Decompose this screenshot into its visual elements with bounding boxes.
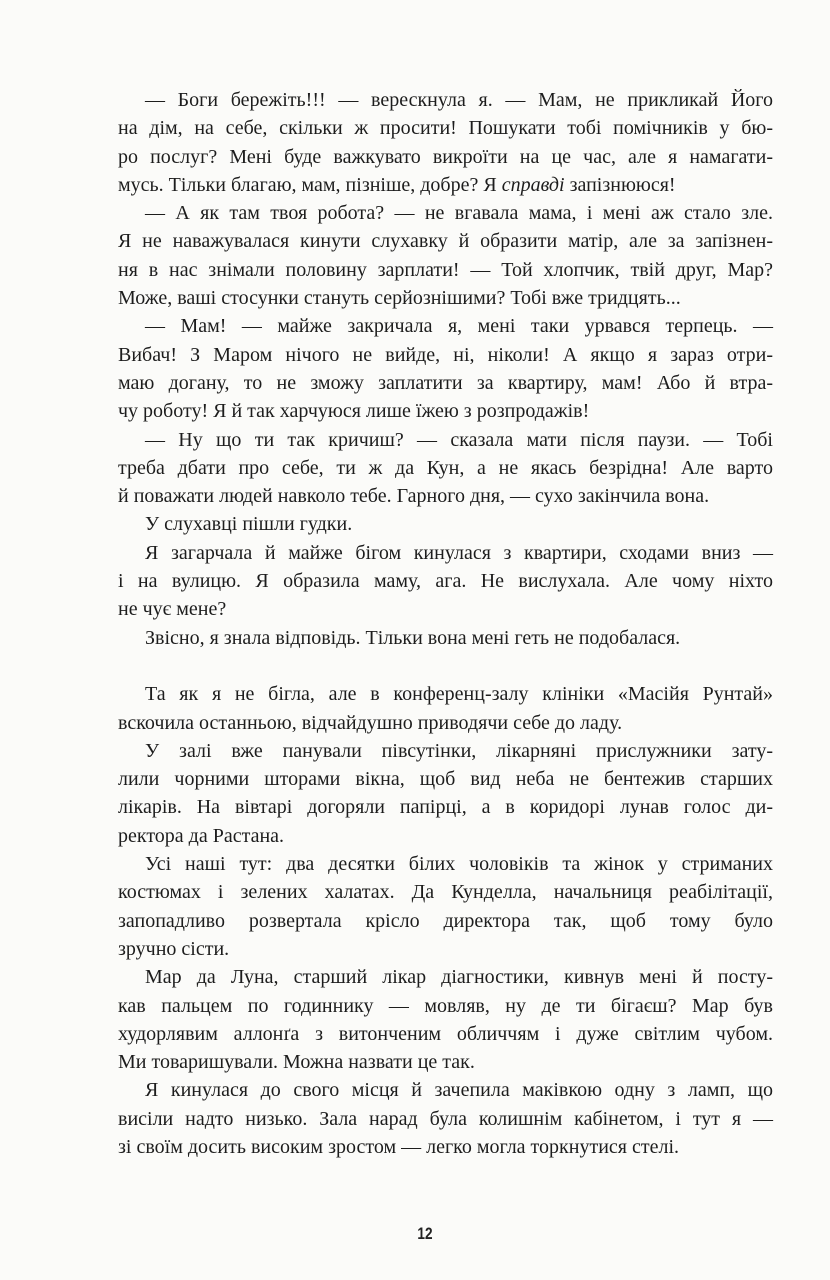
text-line: й поважати людей навколо тебе. Гарного дня, — сухо закінчила вона. <box>118 485 710 508</box>
text-line: Вибач! З Маром нічого не вийде, ні, ніколи! А якщо я зараз отри- <box>118 343 773 366</box>
text-line: — Боги бережіть!!! — верескнула я. — Мам, не прикликай Його <box>145 89 773 111</box>
section-break <box>118 652 773 680</box>
text-line: — Ну що ти так кричиш? — сказала мати після паузи. — Тобі <box>145 428 773 451</box>
emphasis-text: справді <box>501 173 565 196</box>
text-line: маю догану, то не зможу заплатити за квартиру, мам! Або й втра- <box>118 371 773 394</box>
paragraph <box>118 426 773 511</box>
text-line: У залі вже панували півсутінки, лікарняні прислужники зату- <box>145 739 773 762</box>
text-line: і на вулицю. Я образила маму, ага. Не вислухала. Але чому ніхто <box>118 570 773 593</box>
text-line: У слухавці пішли гудки. <box>145 513 353 536</box>
paragraph <box>118 510 773 538</box>
text-line: не чує мене? <box>118 598 227 621</box>
paragraph <box>118 539 773 624</box>
text-line: ня в нас знімали половину зарплати! — Той хлопчик, твій друг, Мар? <box>118 258 773 281</box>
text-line: Та як я не бігла, але в конференц-залу клініки «Масійя Рунтай» <box>145 683 773 706</box>
text-line: ректора да Растана. <box>118 824 285 847</box>
text-line: Може, ваші стосунки стануть серйознішими? Тобі вже тридцять... <box>118 287 681 310</box>
paragraph <box>118 199 773 312</box>
text-line: — А як там твоя робота? — не вгавала мама, і мені аж стало зле. <box>145 202 773 225</box>
paragraph <box>118 680 773 737</box>
text-line: костюмах і зелених халатах. Да Кунделла, начальниця реабілітації, <box>118 881 773 904</box>
paragraph <box>118 850 773 963</box>
paragraph <box>118 1076 773 1161</box>
text-line: ро послуг? Мені буде важкувато викроїти на це час, але я намагати- <box>118 145 773 168</box>
text-line: Я кинулася до свого місця й зачепила маківкою одну з ламп, що <box>145 1079 773 1102</box>
text-line: зручно сісти. <box>118 937 230 960</box>
text-line: мусь. Тільки благаю, мам, пізніше, добре? Я справді запізнююся! <box>118 173 676 196</box>
text-line: худорлявим аллонґа з витонченим обличчям і дуже світлим чубом. <box>118 1022 773 1045</box>
text-line: зі своїм досить високим зростом — легко могла торкнутися стелі. <box>118 1135 680 1158</box>
paragraph <box>118 963 773 1076</box>
text-line: Усі наші тут: два десятки білих чоловіків та жінок у стриманих <box>145 853 773 876</box>
text-line: запопадливо розвертала крісло директора так, щоб тому було <box>118 909 773 932</box>
text-line: лили чорними шторами вікна, щоб вид неба не бентежив старших <box>118 768 773 791</box>
text-line: треба дбати про себе, ти ж да Кун, а не якась безрідна! Але варто <box>118 456 773 479</box>
paragraph <box>118 624 773 652</box>
text-line: вскочила останньою, відчайдушно приводячи себе до ладу. <box>118 711 623 734</box>
text-line: лікарів. На вівтарі догоряли папірці, а в коридорі лунав голос ди- <box>118 796 773 819</box>
text-line: Звісно, я знала відповідь. Тільки вона мені геть не подобалася. <box>145 626 681 649</box>
paragraph <box>118 86 773 199</box>
text-line: висіли надто низько. Зала нарад була колишнім кабінетом, і тут я — <box>118 1107 773 1130</box>
paragraph <box>118 737 773 850</box>
text-line: Мар да Луна, старший лікар діагностики, кивнув мені й посту- <box>145 966 773 989</box>
text-line: кав пальцем по годиннику — мовляв, ну де ти бігаєш? Мар був <box>118 994 773 1017</box>
text-line: Я не наважувалася кинути слухавку й образити матір, але за запізнен- <box>118 230 773 253</box>
paragraph <box>118 312 773 425</box>
text-line: Ми товаришували. Можна назвати це так. <box>118 1051 475 1074</box>
text-line: чу роботу! Я й так харчуюся лише їжею з розпродажів! <box>118 400 590 423</box>
book-page-text <box>118 86 773 1161</box>
text-line: на дім, на себе, скільки ж просити! Пошукати тобі помічників у бю- <box>118 117 773 140</box>
page-number: 12 <box>417 1224 433 1243</box>
text-line: Я загарчала й майже бігом кинулася з квартири, сходами вниз — <box>145 541 773 564</box>
text-line: — Мам! — майже закричала я, мені таки урвався терпець. — <box>145 315 773 338</box>
